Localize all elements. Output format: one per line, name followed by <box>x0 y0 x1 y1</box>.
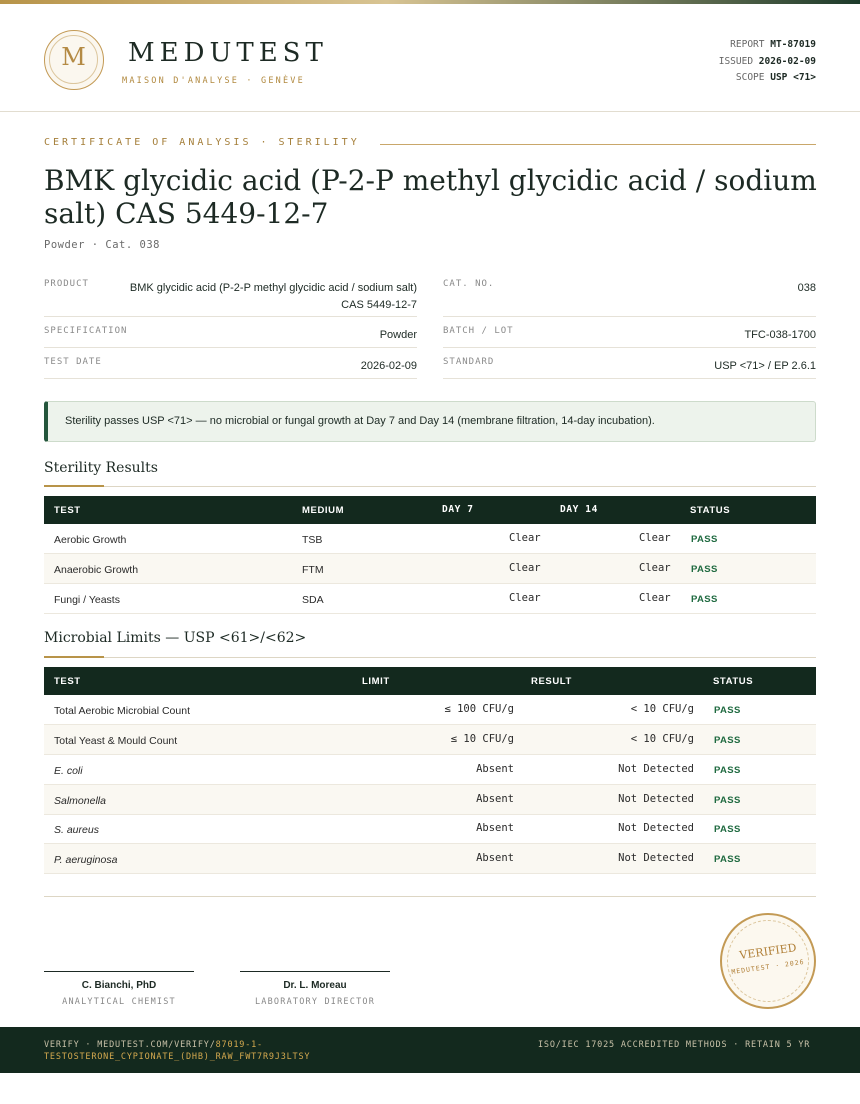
cat-no-value: 038 <box>797 282 816 294</box>
product-label: PRODUCT <box>44 279 89 289</box>
day14-result: Clear <box>639 532 671 544</box>
result: Not Detected <box>618 852 694 864</box>
sterility-table-header <box>44 496 816 524</box>
microbial-section-rule <box>44 657 816 658</box>
sterility-col-day7: DAY 7 <box>442 504 474 515</box>
standard-value: USP <71> / EP 2.6.1 <box>714 360 816 372</box>
issued-row <box>719 54 816 71</box>
scope-value: USP <71> <box>770 72 816 83</box>
test-name: Aerobic Growth <box>54 534 127 546</box>
accreditation-text: ISO/IEC 17025 ACCREDITED METHODS · RETAIN 5 YR <box>538 1040 811 1050</box>
report-number: MT-87019 <box>770 39 816 50</box>
sterility-col-status: STATUS <box>690 505 731 516</box>
status-badge: PASS <box>714 765 741 776</box>
day7-result: Clear <box>509 532 541 544</box>
batch-value: TFC-038-1700 <box>744 329 816 341</box>
test-name: Total Aerobic Microbial Count <box>54 705 190 717</box>
limit: ≤ 100 CFU/g <box>444 703 514 715</box>
scope-row <box>719 70 816 87</box>
result: < 10 CFU/g <box>630 703 694 715</box>
status-badge: PASS <box>691 564 718 575</box>
test-date-value: 2026-02-09 <box>360 360 417 372</box>
status-badge: PASS <box>691 594 718 605</box>
limit: Absent <box>476 763 514 775</box>
table-row <box>44 814 816 844</box>
signature-divider <box>44 896 816 897</box>
result: Not Detected <box>618 822 694 834</box>
table-row <box>44 844 816 874</box>
stamp-brand-text: MEDUTEST · 2026 <box>730 957 806 977</box>
document-title: BMK glycidic acid (P-2-P methyl glycidic acid / sodium salt) CAS 5449-12-7 <box>44 164 817 230</box>
sterility-col-day14: DAY 14 <box>560 504 598 515</box>
callout-text: Sterility passes USP <71> — no microbial or fungal growth at Day 7 and Day 14 (membrane filtration, 14-day incubation). <box>65 415 655 427</box>
test-name: Fungi / Yeasts <box>54 594 120 606</box>
verify-text <box>44 1039 404 1063</box>
table-row <box>44 584 816 614</box>
signatory-name-2: Dr. L. Moreau <box>283 980 347 991</box>
signature-line-1 <box>44 971 194 972</box>
day7-result: Clear <box>509 562 541 574</box>
detail-specification <box>44 326 417 348</box>
result: Not Detected <box>618 793 694 805</box>
limit: Absent <box>476 793 514 805</box>
table-row <box>44 554 816 584</box>
sterility-col-medium: MEDIUM <box>302 505 345 516</box>
detail-cat-no <box>443 279 816 317</box>
table-row <box>44 695 816 725</box>
sterility-section-rule <box>44 486 816 487</box>
product-value: BMK glycidic acid (P-2-P methyl glycidic acid / sodium salt) CAS 5449-12-7 <box>129 282 417 311</box>
verified-stamp <box>720 913 816 1009</box>
result: Not Detected <box>618 763 694 775</box>
day7-result: Clear <box>509 592 541 604</box>
specification-value: Powder <box>379 329 417 341</box>
standard-label: STANDARD <box>443 357 495 367</box>
eyebrow-rule <box>380 144 816 145</box>
result: < 10 CFU/g <box>630 733 694 745</box>
signatory-name-1: C. Bianchi, PhD <box>81 980 157 991</box>
brand-seal-logo <box>44 30 104 90</box>
status-badge: PASS <box>714 824 741 835</box>
verify-code: 87019-1-TESTOSTERONE_CYPIONATE_(DHB)_RAW_FWT7R9J3LTSY <box>44 1040 311 1062</box>
eyebrow-row <box>44 137 816 151</box>
microbial-col-result: RESULT <box>531 676 572 687</box>
detail-standard <box>443 357 816 379</box>
signatory-role-1: ANALYTICAL CHEMIST <box>62 997 176 1007</box>
microbial-col-status: STATUS <box>713 676 754 687</box>
day14-result: Clear <box>639 562 671 574</box>
test-name: Anaerobic Growth <box>54 564 139 576</box>
microbial-section-accent <box>44 656 104 658</box>
detail-test-date <box>44 357 417 379</box>
test-name: S. aureus <box>54 824 99 836</box>
status-badge: PASS <box>714 705 741 716</box>
document-subtitle: Powder · Cat. 038 <box>44 239 160 251</box>
signature-line-2 <box>240 971 390 972</box>
day14-result: Clear <box>639 592 671 604</box>
test-name: P. aeruginosa <box>54 854 118 866</box>
verify-prefix: VERIFY · MEDUTEST.COM/VERIFY/ <box>44 1040 216 1050</box>
cat-no-label: CAT. NO. <box>443 279 495 289</box>
status-badge: PASS <box>714 854 741 865</box>
report-number-row <box>719 37 816 54</box>
report-label: REPORT <box>730 39 765 50</box>
medium: SDA <box>302 594 324 606</box>
test-name: E. coli <box>54 765 83 777</box>
sterility-section-title: Sterility Results <box>44 460 158 476</box>
test-date-label: TEST DATE <box>44 357 102 367</box>
specification-label: SPECIFICATION <box>44 326 128 336</box>
issued-date: 2026-02-09 <box>758 55 816 67</box>
table-row <box>44 524 816 554</box>
medium: FTM <box>302 564 324 576</box>
page-header <box>0 4 860 112</box>
status-badge: PASS <box>691 534 718 545</box>
document-eyebrow: CERTIFICATE OF ANALYSIS · STERILITY <box>44 137 372 148</box>
medium: TSB <box>302 534 323 546</box>
table-row <box>44 755 816 785</box>
sterility-section-accent <box>44 485 104 487</box>
test-name: Total Yeast & Mould Count <box>54 735 178 747</box>
status-badge: PASS <box>714 795 741 806</box>
signatory-role-2: LABORATORY DIRECTOR <box>254 997 376 1007</box>
test-name: Salmonella <box>54 795 106 807</box>
status-badge: PASS <box>714 735 741 746</box>
microbial-table-header <box>44 667 816 695</box>
issued-label: ISSUED <box>718 55 754 67</box>
table-row <box>44 725 816 755</box>
summary-callout <box>44 401 816 442</box>
microbial-section-title: Microbial Limits — USP <61>/<62> <box>44 630 307 646</box>
page-footer <box>0 1027 860 1073</box>
limit: Absent <box>476 822 514 834</box>
limit: Absent <box>476 852 514 864</box>
detail-product <box>44 279 417 317</box>
detail-batch <box>443 326 816 348</box>
scope-label: SCOPE <box>735 72 765 83</box>
seal-letter: M <box>61 43 86 71</box>
limit: ≤ 10 CFU/g <box>450 733 514 745</box>
sterility-col-test: TEST <box>54 505 81 516</box>
batch-label: BATCH / LOT <box>443 326 514 336</box>
brand-name: MEDUTEST <box>128 38 328 68</box>
report-meta <box>719 37 816 87</box>
brand-tagline: MAISON D'ANALYSE · GENÈVE <box>122 76 305 86</box>
microbial-col-limit: LIMIT <box>362 676 390 687</box>
table-row <box>44 785 816 815</box>
stamp-verified-text: VERIFIED <box>738 941 798 962</box>
microbial-col-test: TEST <box>54 676 81 687</box>
